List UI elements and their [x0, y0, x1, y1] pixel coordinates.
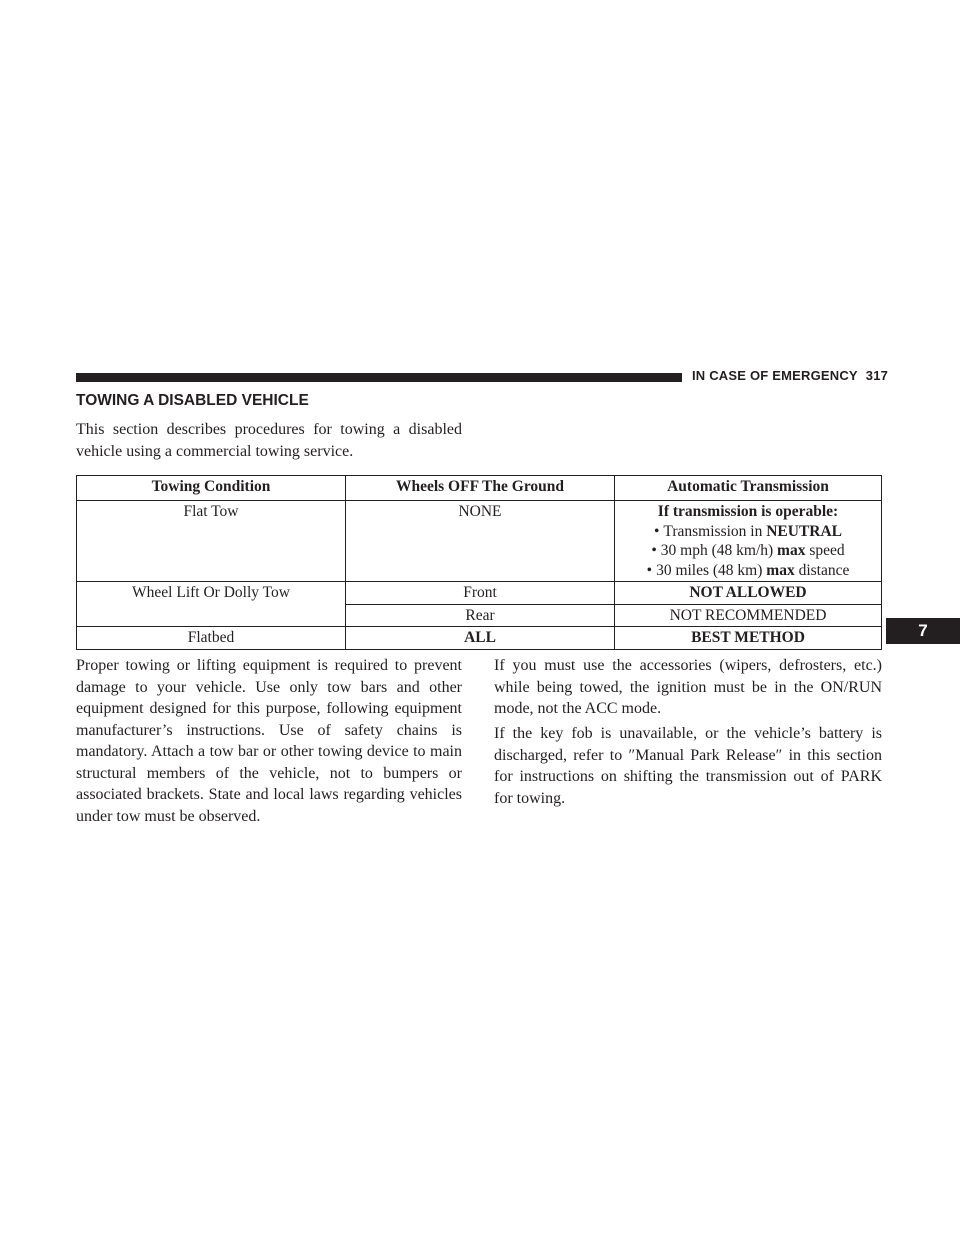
- table-row-wheel-lift-front: [77, 582, 882, 605]
- table-row-flat-tow: [77, 501, 882, 582]
- table-header-row: [77, 476, 882, 501]
- running-header: [692, 368, 892, 383]
- towing-table: [76, 475, 882, 650]
- cell-transmission: BEST METHOD: [615, 627, 882, 650]
- body-paragraph-equipment: Proper towing or lifting equipment is required to prevent damage to your vehicle. Use only tow bars and other equipment designed for this purpose, following equipment manufacturer’s instructions. Use of safety chains is mandatory. Attach a tow bar or other towing device to main structural members of the vehicle, not to bumpers or associated brackets. State and local laws regarding vehicles under tow must be observed.: [76, 657, 462, 825]
- cell-wheels: Rear: [346, 604, 615, 627]
- header-automatic-transmission: Automatic Transmission: [615, 476, 882, 501]
- header-section: IN CASE OF EMERGENCY: [692, 368, 858, 383]
- cell-wheels: ALL: [346, 627, 615, 650]
- bullet-icon: •: [653, 522, 660, 540]
- cell-condition: Flatbed: [77, 627, 346, 650]
- header-rule: [76, 373, 682, 382]
- bullet-item: • 30 miles (48 km) max distance: [646, 561, 850, 579]
- cell-transmission: [615, 501, 882, 582]
- bullet-item: • 30 mph (48 km/h) max speed: [651, 542, 845, 559]
- cell-condition: Wheel Lift Or Dolly Tow: [77, 582, 346, 627]
- bullet-icon: •: [651, 542, 657, 559]
- table-row-flatbed: [77, 627, 882, 650]
- body-paragraph-key-fob: If the key fob is unavailable, or the vehicle’s battery is discharged, refer to ″Manual Park Release″ in this section for instructions on shifting the transmission out of PARK for towing.: [494, 725, 882, 807]
- bullet-item: • Transmission in NEUTRAL: [653, 522, 843, 540]
- cell-wheels: NONE: [346, 501, 615, 582]
- bullet-icon: •: [646, 561, 653, 579]
- intro-paragraph: This section describes procedures for towing a disabled vehicle using a commercial towing service.: [76, 421, 462, 460]
- page-number: 317: [865, 368, 889, 383]
- cell-wheels: Front: [346, 582, 615, 605]
- cell-transmission: NOT ALLOWED: [615, 582, 882, 605]
- header-towing-condition: Towing Condition: [77, 476, 346, 501]
- cell-condition: Flat Tow: [77, 501, 346, 582]
- cell-heading: If transmission is operable:: [657, 503, 839, 520]
- cell-transmission: NOT RECOMMENDED: [615, 604, 882, 627]
- body-paragraph-accessories: If you must use the accessories (wipers, defrosters, etc.) while being towed, the ignition must be in the ON/RUN mode, not the ACC mode.: [494, 657, 882, 717]
- section-title: TOWING A DISABLED VEHICLE: [76, 392, 309, 409]
- chapter-tab: 7: [886, 618, 960, 644]
- header-wheels-off: Wheels OFF The Ground: [346, 476, 615, 501]
